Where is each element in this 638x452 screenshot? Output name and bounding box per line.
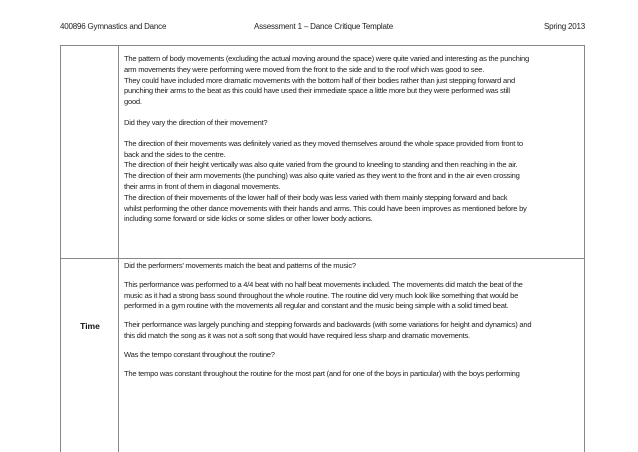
paragraph: good. [124, 97, 142, 107]
paragraph: The direction of their movements of the lower half of their body was less varied with them mainly stepping forward and back [124, 192, 508, 202]
question: Did the performers’ movements match the beat and patterns of the music? [124, 261, 356, 270]
header-title: Assessment 1 – Dance Critique Template [254, 22, 393, 31]
paragraph: back and the sides to the centre. [124, 149, 226, 159]
paragraph: The direction of their height vertically was also quite varied from the ground to kneeling to standing and then reaching in the air. [124, 160, 518, 170]
paragraph: their arms in front of them in diagonal movements. [124, 181, 281, 191]
paragraph: The direction of their movements was definitely varied as they moved themselves around the whole space provided from front to [124, 138, 523, 148]
paragraph: This performance was performed to a 4/4 beat with no half beat movements included. The movements did match the beat of the [124, 279, 523, 289]
paragraph: music as it had a strong bass sound throughout the whole routine. The routine did very much look like something that would be [124, 290, 519, 300]
header-term: Spring 2013 [544, 22, 585, 31]
header-course: 400896 Gymnastics and Dance [60, 22, 167, 31]
critique-table [60, 45, 585, 452]
paragraph: They could have included more dramatic movements with the bottom half of their bodies rather than just stepping forward and [124, 75, 515, 85]
page-header [60, 22, 585, 36]
paragraph: including some forward or side kicks or some slides or other lower body actions. [124, 214, 373, 224]
label-column [61, 46, 119, 452]
question: Was the tempo constant throughout the routine? [124, 349, 275, 359]
space-critique-text [124, 54, 580, 225]
paragraph: Their performance was largely punching and stepping forwards and backwards (with some variations for height and dynamics) and [124, 320, 532, 330]
paragraph: arm movements they were performing were moved from the front to the side and to the roof which was good to see. [124, 64, 485, 74]
paragraph: punching their arms to the beat as this could have used their immediate space a little more but they were performed was still [124, 86, 510, 96]
paragraph: whilst performing the other dance movements with their hands and arms. This could have been improves as mentioned before by [124, 203, 527, 213]
paragraph: performed in a gym routine with the movements all regular and constant and the music being simple with a solid timed beat. [124, 301, 509, 311]
paragraph: this did match the song as it was not a soft song that would have required less sharp and dramatic movements. [124, 330, 470, 340]
row-divider [61, 258, 584, 259]
paragraph: The pattern of body movements (excluding the actual moving around the space) were quite varied and interesting as the punching [124, 54, 529, 63]
paragraph: The tempo was constant throughout the routine for the most part (and for one of the boys in particular) with the boys performing [124, 368, 520, 378]
question: Did they vary the direction of their movement? [124, 117, 268, 127]
time-critique-text [124, 261, 580, 379]
time-label: Time [80, 321, 100, 331]
paragraph: The direction of their arm movements (the punching) was also quite varied as they went to the front and in the air even crossing [124, 171, 520, 181]
